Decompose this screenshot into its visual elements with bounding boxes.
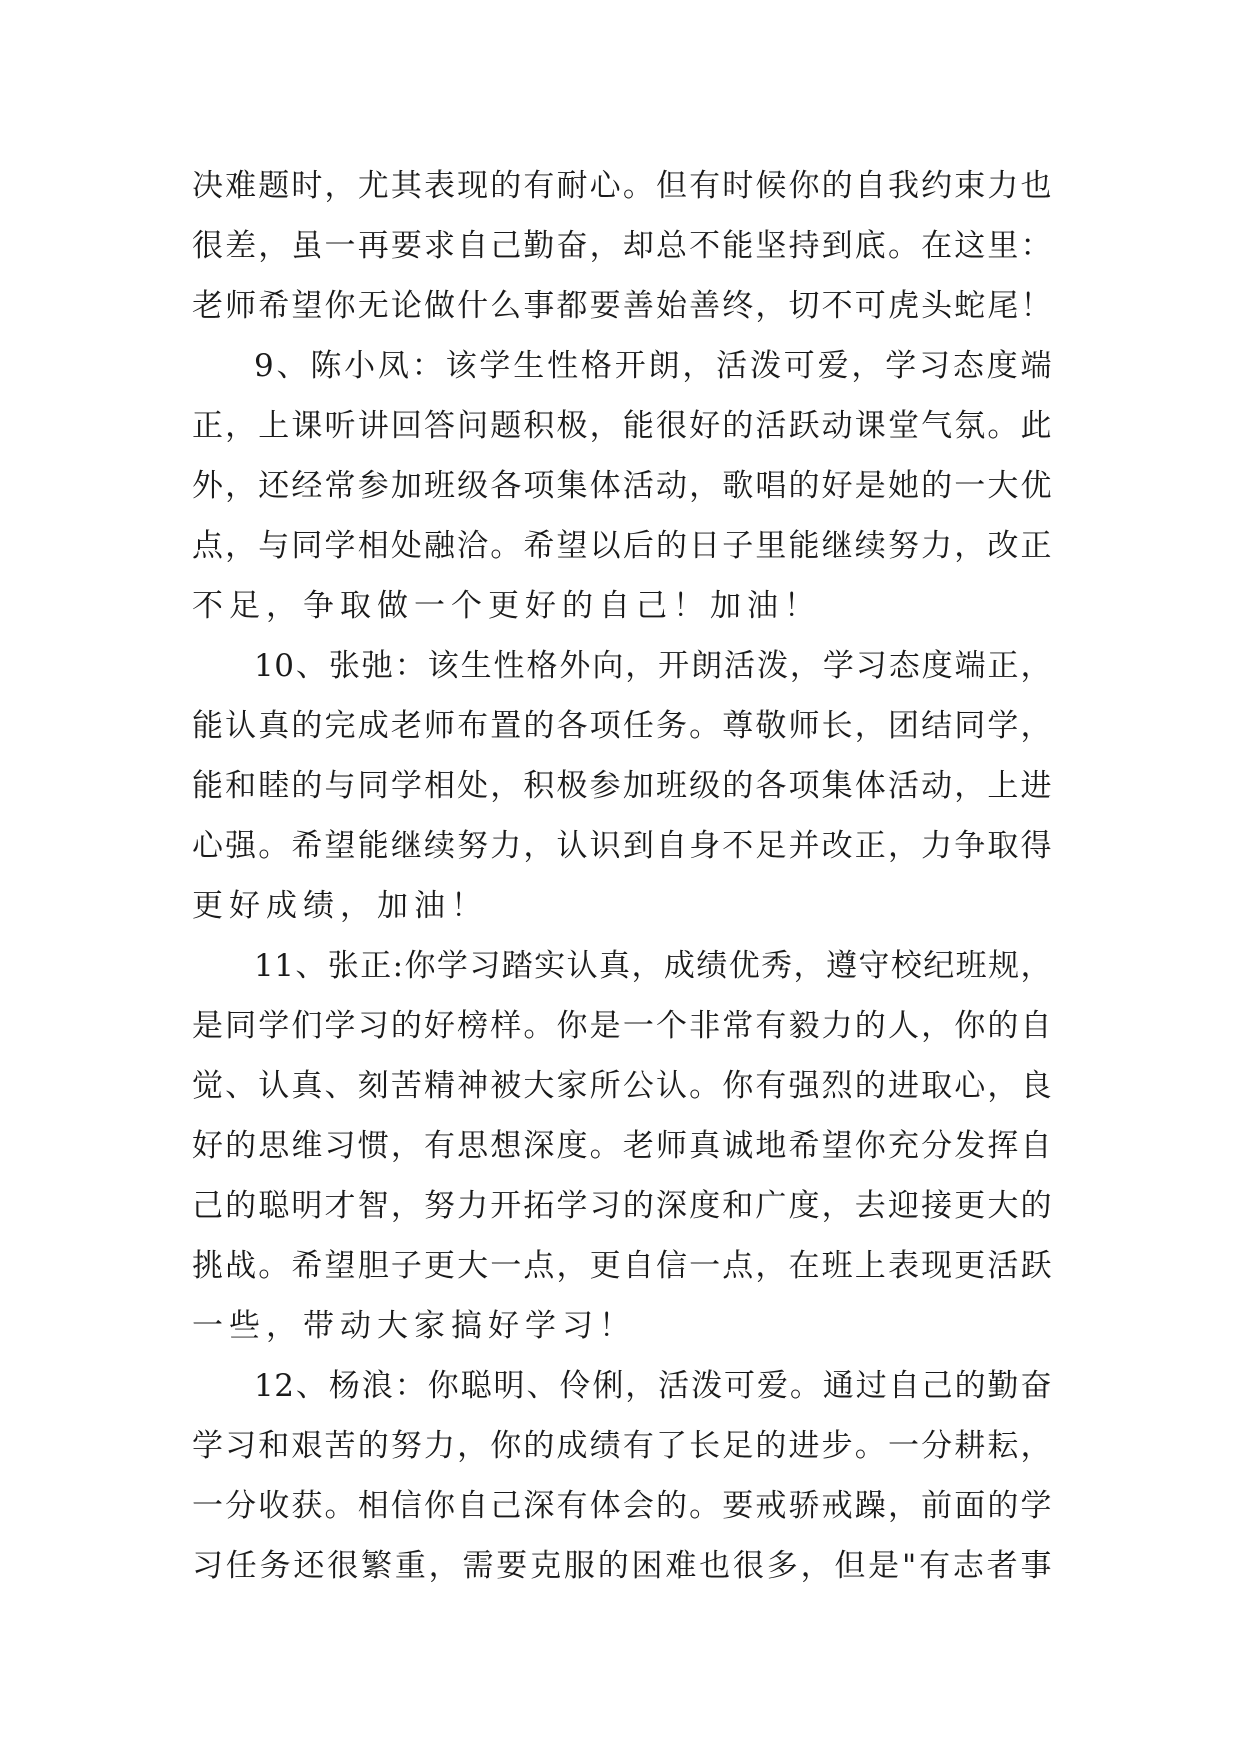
text-line: 老师希望你无论做什么事都要善始善终，切不可虎头蛇尾！ <box>192 288 1052 324</box>
paragraph-first-line: 12、杨浪：你聪明、伶俐，活泼可爱。通过自己的勤奋 <box>254 1368 1052 1404</box>
text-line: 外，还经常参加班级各项集体活动，歌唱的好是她的一大优 <box>192 468 1052 504</box>
text-line: 点，与同学相处融洽。希望以后的日子里能继续努力，改正 <box>192 528 1052 564</box>
text-line: 一分收获。相信你自己深有体会的。要戒骄戒躁，前面的学 <box>192 1488 1052 1524</box>
text-line: 习任务还很繁重，需要克服的困难也很多，但是"有志者事 <box>192 1548 1052 1584</box>
text-line: 己的聪明才智，努力开拓学习的深度和广度，去迎接更大的 <box>192 1188 1052 1224</box>
paragraph-first-line: 9、陈小凤：该学生性格开朗，活泼可爱，学习态度端 <box>254 348 1052 384</box>
text-line: 更好成绩，加油！ <box>192 888 488 924</box>
text-line: 不足，争取做一个更好的自己！加油！ <box>192 588 821 624</box>
text-line: 好的思维习惯，有思想深度。老师真诚地希望你充分发挥自 <box>192 1128 1052 1164</box>
text-line: 决难题时，尤其表现的有耐心。但有时候你的自我约束力也 <box>192 168 1052 204</box>
paragraph-first-line: 11、张正:你学习踏实认真，成绩优秀，遵守校纪班规， <box>254 948 1052 984</box>
text-line: 学习和艰苦的努力，你的成绩有了长足的进步。一分耕耘， <box>192 1428 1052 1464</box>
text-line: 挑战。希望胆子更大一点，更自信一点，在班上表现更活跃 <box>192 1248 1052 1284</box>
text-line: 能和睦的与同学相处，积极参加班级的各项集体活动，上进 <box>192 768 1052 804</box>
paragraph-first-line: 10、张弛：该生性格外向，开朗活泼，学习态度端正， <box>254 648 1052 684</box>
text-line: 正，上课听讲回答问题积极，能很好的活跃动课堂气氛。此 <box>192 408 1052 444</box>
text-line: 觉、认真、刻苦精神被大家所公认。你有强烈的进取心，良 <box>192 1068 1052 1104</box>
text-line: 心强。希望能继续努力，认识到自身不足并改正，力争取得 <box>192 828 1052 864</box>
text-line: 能认真的完成老师布置的各项任务。尊敬师长，团结同学， <box>192 708 1052 744</box>
text-line: 很差，虽一再要求自己勤奋，却总不能坚持到底。在这里： <box>192 228 1052 264</box>
text-line: 是同学们学习的好榜样。你是一个非常有毅力的人，你的自 <box>192 1008 1052 1044</box>
text-line: 一些，带动大家搞好学习！ <box>192 1308 636 1344</box>
